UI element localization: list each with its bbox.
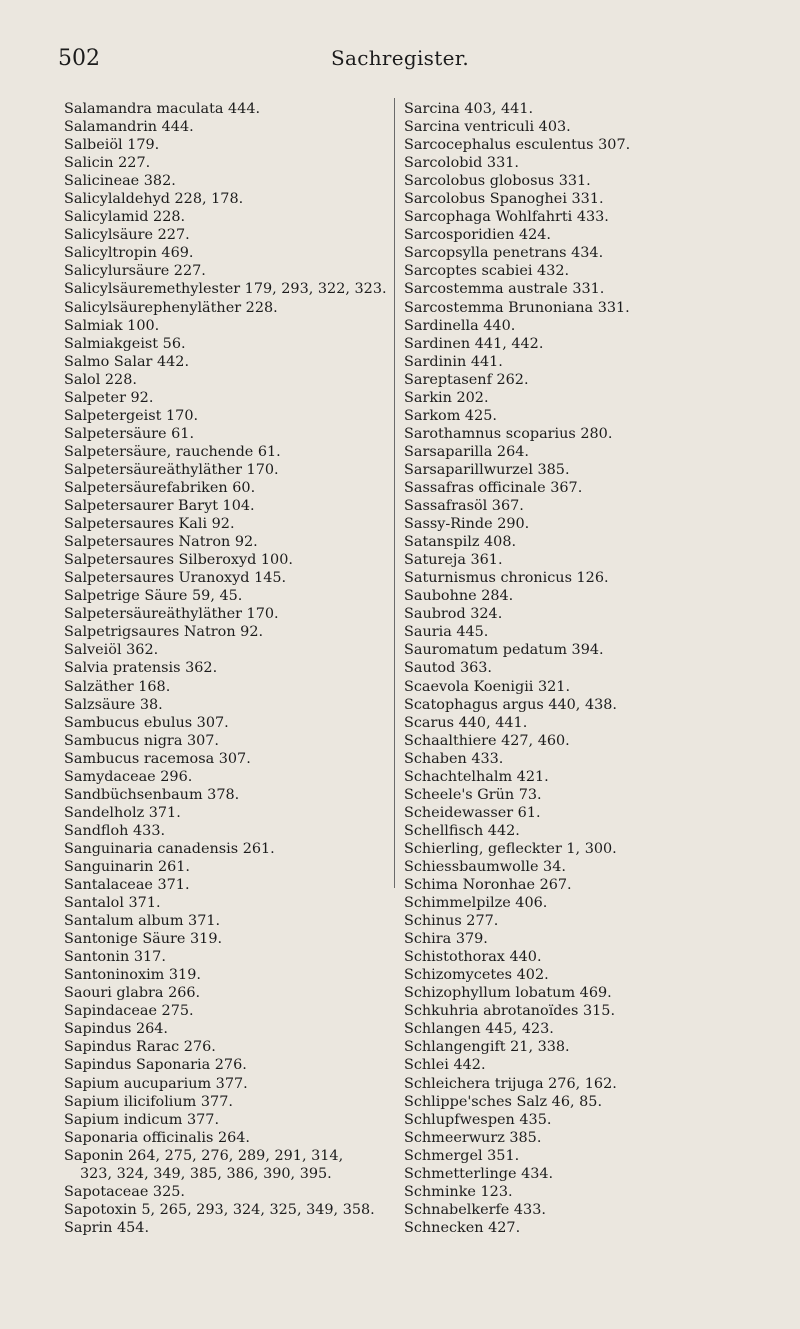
index-entry: Saponaria officinalis 264.: [64, 1129, 251, 1146]
index-column-left: [64, 100, 394, 1237]
index-entry: Santalum album 371.: [64, 913, 221, 930]
index-entry: Sarcina 403, 441.: [404, 101, 534, 117]
index-entry: Saouri glabra 266.: [64, 985, 201, 1002]
running-title: Sachregister.: [330, 46, 470, 70]
index-entry: Satureja 361.: [404, 552, 503, 569]
index-entry: Salicylamid 228.: [64, 209, 186, 226]
index-entry: Schlangengift 21, 338.: [404, 1039, 570, 1056]
index-entry: Sambucus nigra 307.: [64, 732, 220, 749]
index-entry: Salpetersäurefabriken 60.: [64, 479, 256, 496]
index-entry: Salpetersaures Natron 92.: [64, 534, 258, 551]
column-divider: [394, 98, 395, 888]
index-entry: Sarcolobus globosus 331.: [404, 173, 591, 190]
index-entry: Schachtelhalm 421.: [404, 768, 549, 785]
index-entry: Schizomycetes 402.: [404, 967, 549, 984]
page-header: [0, 46, 800, 76]
index-entry: Scheele's Grün 73.: [404, 786, 542, 803]
index-entry: Schira 379.: [404, 931, 488, 948]
index-entry: Sassy-Rinde 290.: [404, 516, 530, 533]
index-entry: Salpetergeist 170.: [64, 407, 199, 424]
index-entry: Scheidewasser 61.: [404, 804, 541, 821]
index-entry: Schierling, gefleckter 1, 300.: [404, 840, 617, 857]
index-entry: Salpetersäureäthyläther 170.: [64, 461, 279, 478]
index-entry: Santoninoxim 319.: [64, 967, 201, 984]
index-entry: Sapium ilicifolium 377.: [64, 1093, 233, 1110]
index-column-right: [404, 100, 764, 1237]
index-entry: Schlei 442.: [404, 1057, 486, 1074]
index-entry: Salol 228.: [64, 371, 137, 388]
index-entry: Sarcophaga Wohlfahrti 433.: [404, 209, 609, 226]
index-entry: Saubohne 284.: [404, 588, 514, 605]
index-entry: Salpetersaures Silberoxyd 100.: [64, 552, 293, 569]
index-entry: Scatophagus argus 440, 438.: [404, 696, 617, 713]
index-entry: Salicylsäuremethylester 179, 293, 322, 323.: [64, 281, 387, 298]
index-entry: Sapotoxin 5, 265, 293, 324, 325, 349, 358.: [64, 1201, 375, 1218]
index-entry: Santonin 317.: [64, 949, 166, 966]
index-entry: Schiessbaumwolle 34.: [404, 858, 566, 875]
index-entry: Salpetersäure 61.: [64, 425, 195, 442]
index-entry: Schistothorax 440.: [404, 949, 542, 966]
index-entry: Salveiöl 362.: [64, 642, 159, 659]
index-entry: Scarus 440, 441.: [404, 714, 528, 731]
index-entry: Sareptasenf 262.: [404, 371, 529, 388]
index-entry: Sarcostemma Brunoniana 331.: [404, 299, 630, 316]
index-entry: Schinus 277.: [404, 913, 499, 930]
index-entry: Salicin 227.: [64, 155, 151, 172]
index-entry: Salicylsäurephenyläther 228.: [64, 299, 278, 316]
index-entry: Sardinen 441, 442.: [404, 335, 544, 352]
index-entry: Sarothamnus scoparius 280.: [404, 425, 613, 442]
index-entry: Saturnismus chronicus 126.: [404, 570, 609, 587]
index-entry: Sassafrasöl 367.: [404, 498, 524, 515]
index-entry: Salpetersäureäthyläther 170.: [64, 606, 279, 623]
index-entry: Saprin 454.: [64, 1219, 150, 1236]
index-entry: Saubrod 324.: [404, 606, 503, 623]
page-number: 502: [58, 46, 100, 71]
index-entry: Sambucus racemosa 307.: [64, 750, 251, 767]
index-entry: Schlupfwespen 435.: [404, 1111, 552, 1128]
index-entry: Sapium indicum 377.: [64, 1111, 220, 1128]
index-entry: Salmiakgeist 56.: [64, 335, 186, 352]
index-entry: Salpetrigsaures Natron 92.: [64, 624, 264, 641]
index-entry: Salvia pratensis 362.: [64, 660, 218, 677]
index-entry: Salpetersaurer Baryt 104.: [64, 498, 255, 515]
index-entry: Sarsaparilla 264.: [404, 443, 529, 460]
index-entry: Sassafras officinale 367.: [404, 479, 583, 496]
index-entry: Schmetterlinge 434.: [404, 1165, 554, 1182]
index-entry: Schleichera trijuga 276, 162.: [404, 1075, 617, 1092]
index-entry: Schkuhria abrotanoïdes 315.: [404, 1003, 616, 1020]
index-entry: Salicylursäure 227.: [64, 263, 206, 280]
index-entry: Satanspilz 408.: [404, 534, 517, 551]
index-entry: Schmeerwurz 385.: [404, 1129, 542, 1146]
index-entry: Sarcoptes scabiei 432.: [404, 263, 570, 280]
index-entry: Sarcosporidien 424.: [404, 227, 551, 244]
index-entry: Santalol 371.: [64, 895, 161, 912]
index-entry: Sapindus Saponaria 276.: [64, 1057, 247, 1074]
index-entry: Sandelholz 371.: [64, 804, 181, 821]
index-entry: Sarsaparillwurzel 385.: [404, 461, 570, 478]
index-entry: Salpetersaures Kali 92.: [64, 516, 235, 533]
index-entry: Schaben 433.: [404, 750, 504, 767]
index-entry: Sambucus ebulus 307.: [64, 714, 229, 731]
index-entry: Salicylaldehyd 228, 178.: [64, 191, 244, 208]
index-entry: Schaalthiere 427, 460.: [404, 732, 570, 749]
index-entry: Sapotaceae 325.: [64, 1183, 185, 1200]
index-entry: Sarcocephalus esculentus 307.: [404, 137, 631, 154]
index-entry: Salzsäure 38.: [64, 696, 163, 713]
index-entry: Sandbüchsenbaum 378.: [64, 786, 240, 803]
index-entry: Sapindaceae 275.: [64, 1003, 194, 1020]
index-entry: Schnabelkerfe 433.: [404, 1201, 546, 1218]
index-entry: Santonige Säure 319.: [64, 931, 223, 948]
index-entry: Sarcostemma australe 331.: [404, 281, 605, 298]
index-entry: Salpetersäure, rauchende 61.: [64, 443, 281, 460]
index-entry: Schellfisch 442.: [404, 822, 520, 839]
index-entry: Salmo Salar 442.: [64, 353, 190, 370]
index-entry: Salamandrin 444.: [64, 119, 194, 136]
index-entry: Sarcopsylla penetrans 434.: [404, 245, 604, 262]
index-entry: Salpetersaures Uranoxyd 145.: [64, 570, 287, 587]
index-entry: Sarkin 202.: [404, 389, 489, 406]
index-entry: Salpeter 92.: [64, 389, 154, 406]
index-entry: Salpetrige Säure 59, 45.: [64, 588, 243, 605]
index-entry: Schminke 123.: [404, 1183, 513, 1200]
index-entry: Sanguinarin 261.: [64, 858, 191, 875]
index-entry: 323, 324, 349, 385, 386, 390, 395.: [80, 1165, 332, 1182]
index-entry: Salicyltropin 469.: [64, 245, 194, 262]
index-entry: Saponin 264, 275, 276, 289, 291, 314,: [64, 1147, 344, 1164]
index-entry: Sarkom 425.: [404, 407, 497, 424]
index-entry: Sauria 445.: [404, 624, 489, 641]
index-entry: Schimmelpilze 406.: [404, 895, 548, 912]
index-entry: Sarcina ventriculi 403.: [404, 119, 571, 136]
index-entry: Salmiak 100.: [64, 317, 160, 334]
index-entry: Samydaceae 296.: [64, 768, 193, 785]
index-entry: Sardinella 440.: [404, 317, 516, 334]
index-entry: Sarcolobid 331.: [404, 155, 519, 172]
index-entry: Santalaceae 371.: [64, 877, 190, 894]
index-entry: Salzäther 168.: [64, 678, 171, 695]
index-entry: Salicylsäure 227.: [64, 227, 190, 244]
index-entry: Schizophyllum lobatum 469.: [404, 985, 612, 1002]
index-entry: Sapium aucuparium 377.: [64, 1075, 248, 1092]
index-entry: Sardinin 441.: [404, 353, 503, 370]
index-entry: Schlangen 445, 423.: [404, 1021, 554, 1038]
index-entry: Schlippe'sches Salz 46, 85.: [404, 1093, 603, 1110]
index-entry: Sapindus 264.: [64, 1021, 169, 1038]
index-entry: Schmergel 351.: [404, 1147, 520, 1164]
index-entry: Sauromatum pedatum 394.: [404, 642, 604, 659]
index-entry: Sapindus Rarac 276.: [64, 1039, 216, 1056]
index-entry: Salicineae 382.: [64, 173, 176, 190]
index-entry: Schima Noronhae 267.: [404, 877, 572, 894]
index-entry: Sarcolobus Spanoghei 331.: [404, 191, 604, 208]
index-entry: Sanguinaria canadensis 261.: [64, 840, 275, 857]
index-entry: Scaevola Koenigii 321.: [404, 678, 571, 695]
index-entry: Salamandra maculata 444.: [64, 101, 261, 117]
index-entry: Sautod 363.: [404, 660, 492, 677]
index-entry: Sandfloh 433.: [64, 822, 166, 839]
index-entry: Schnecken 427.: [404, 1219, 521, 1236]
index-entry: Salbeiöl 179.: [64, 137, 160, 154]
